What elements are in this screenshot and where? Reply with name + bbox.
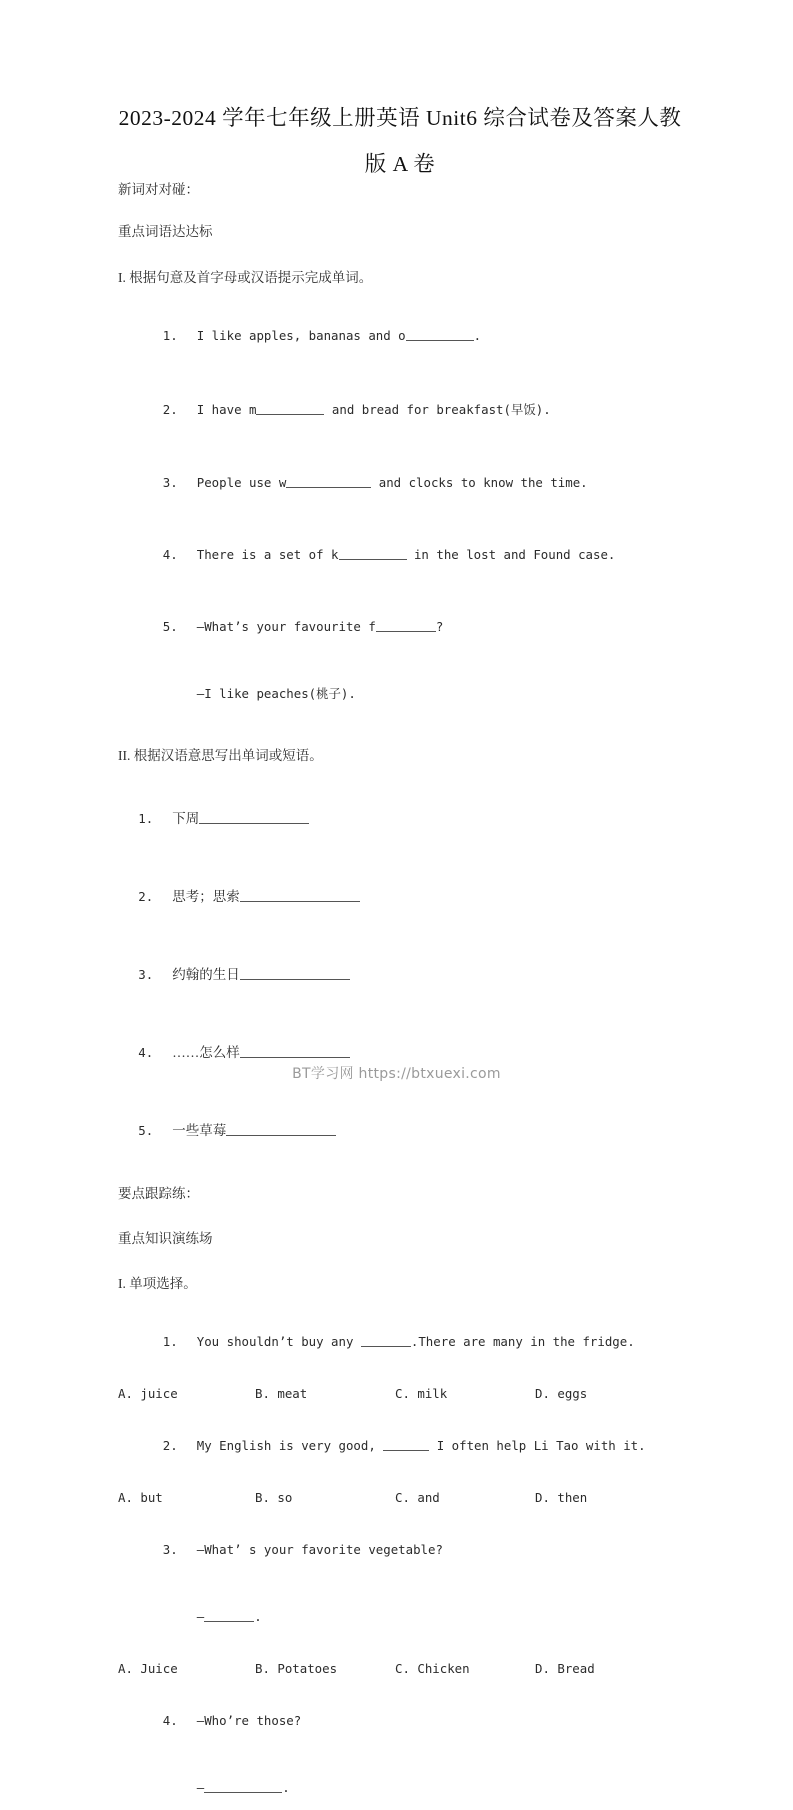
answer-blank[interactable] (204, 1609, 254, 1622)
item-text: ……怎么样 (172, 1045, 240, 1060)
answer-dash: — (196, 1780, 205, 1795)
vocab-item-5-answer (118, 669, 678, 717)
item-text-before: —What’s your favourite f (196, 619, 376, 634)
vocab-part2-item-3 (118, 947, 678, 999)
mc-question-2 (118, 1423, 678, 1468)
answer-blank[interactable] (406, 328, 474, 341)
option-b[interactable]: B. meat (255, 1386, 308, 1401)
item-number: 2. (138, 889, 154, 904)
mc-options-1 (118, 1386, 678, 1401)
mc-options-3 (118, 1661, 678, 1676)
option-d[interactable]: D. eggs (535, 1386, 588, 1401)
answer-blank[interactable] (339, 547, 407, 560)
question-stem: —Who’re those? (196, 1713, 302, 1728)
option-d[interactable]: D. then (535, 1490, 588, 1505)
mc-options-2 (118, 1490, 678, 1505)
option-c[interactable]: C. and (395, 1490, 440, 1505)
answer-text: —I like peaches(桃子). (196, 686, 356, 701)
mc-question-3 (118, 1527, 678, 1572)
vocab-item-5 (118, 604, 678, 649)
item-number: 3. (162, 475, 178, 490)
item-number: 5. (162, 619, 178, 634)
document-body (118, 178, 678, 1810)
option-a[interactable]: A. but (118, 1490, 163, 1505)
option-a[interactable]: A. juice (118, 1386, 178, 1401)
practice-part1-heading: I. 单项选择。 (118, 1276, 197, 1291)
item-number: 2. (162, 402, 178, 417)
answer-blank[interactable] (240, 1044, 350, 1058)
page-title (100, 95, 700, 187)
item-text-after: . (473, 328, 482, 343)
item-number: 4. (138, 1045, 154, 1060)
answer-dash: — (196, 1609, 205, 1624)
option-c[interactable]: C. Chicken (395, 1661, 470, 1676)
item-text: 思考；思索 (172, 889, 240, 904)
option-b[interactable]: B. Potatoes (255, 1661, 338, 1676)
item-text: 一些草莓 (172, 1123, 227, 1138)
mc-question-4 (118, 1698, 678, 1743)
vocab-item-1 (118, 313, 678, 358)
item-text-before: I like apples, bananas and o (196, 328, 406, 343)
title-line-2: 版 A 卷 (364, 152, 436, 176)
vocab-part2-item-5 (118, 1103, 678, 1155)
option-a[interactable]: A. Juice (118, 1661, 178, 1676)
question-stem: —What’ s your favorite vegetable? (196, 1542, 443, 1557)
item-number: 1. (138, 811, 154, 826)
question-stem-after: I often help Li Tao with it. (429, 1438, 646, 1453)
vocab-item-4 (118, 532, 678, 577)
answer-blank[interactable] (383, 1438, 429, 1451)
answer-blank[interactable] (376, 619, 436, 632)
practice-section-heading: 要点跟踪练： (118, 1186, 199, 1201)
item-number: 4. (162, 1713, 178, 1728)
vocab-item-2 (118, 385, 678, 433)
vocab-part2-item-2 (118, 869, 678, 921)
item-text-before: People use w (196, 475, 287, 490)
question-stem-before: My English is very good, (196, 1438, 384, 1453)
practice-section-subheading: 重点知识演练场 (118, 1231, 213, 1246)
answer-blank[interactable] (240, 966, 350, 980)
vocab-section-subheading: 重点词语达达标 (118, 224, 213, 239)
option-c[interactable]: C. milk (395, 1386, 448, 1401)
title-line-1: 2023-2024 学年七年级上册英语 Unit6 综合试卷及答案人教 (118, 106, 682, 130)
vocab-part1-heading: I. 根据句意及首字母或汉语提示完成单词。 (118, 270, 373, 285)
mc-question-1 (118, 1319, 678, 1364)
vocab-part2-heading: II. 根据汉语意思写出单词或短语。 (118, 748, 323, 763)
footer-watermark: BT学习网 https://btxuexi.com (292, 1066, 501, 1082)
item-number: 1. (162, 1334, 178, 1349)
item-text-after: ? (435, 619, 444, 634)
item-text-before: There is a set of k (196, 547, 339, 562)
item-number: 2. (162, 1438, 178, 1453)
vocab-item-3 (118, 460, 678, 505)
item-text: 下周 (172, 811, 200, 826)
answer-blank[interactable] (256, 402, 324, 415)
answer-period: . (254, 1609, 262, 1624)
mc-question-4-answer (118, 1765, 678, 1810)
option-d[interactable]: D. Bread (535, 1661, 595, 1676)
answer-blank[interactable] (286, 475, 371, 488)
item-text: 约翰的生日 (172, 967, 240, 982)
question-stem-before: You shouldn’t buy any (196, 1334, 361, 1349)
item-text-before: I have m (196, 402, 257, 417)
answer-blank[interactable] (204, 1780, 282, 1793)
question-stem-after: .There are many in the fridge. (410, 1334, 635, 1349)
vocab-part2-item-1 (118, 791, 678, 843)
vocab-section-heading: 新词对对碰： (118, 182, 199, 197)
answer-blank[interactable] (240, 888, 360, 902)
answer-blank[interactable] (199, 810, 309, 824)
mc-question-3-answer (118, 1594, 678, 1639)
item-number: 3. (138, 967, 154, 982)
item-text-after: and clocks to know the time. (371, 475, 588, 490)
item-number: 1. (162, 328, 178, 343)
item-number: 5. (138, 1123, 154, 1138)
item-text-after: and bread for breakfast(早饭). (324, 402, 551, 417)
answer-period: . (282, 1780, 290, 1795)
option-b[interactable]: B. so (255, 1490, 293, 1505)
answer-blank[interactable] (226, 1122, 336, 1136)
item-text-after: in the lost and Found case. (406, 547, 616, 562)
answer-blank[interactable] (361, 1334, 411, 1347)
item-number: 4. (162, 547, 178, 562)
item-number: 3. (162, 1542, 178, 1557)
